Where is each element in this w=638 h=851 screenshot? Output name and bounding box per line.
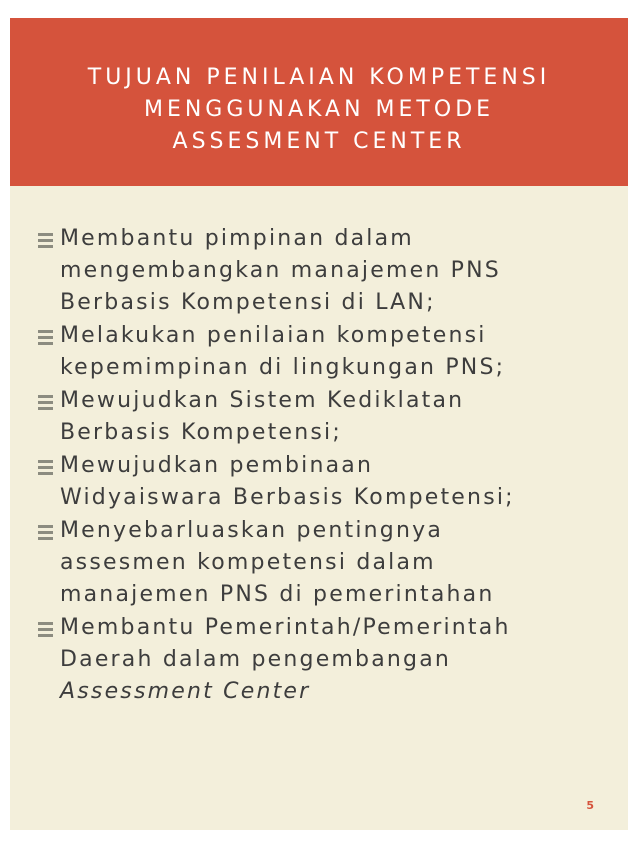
title-line: TUJUAN PENILAIAN KOMPETENSI	[87, 65, 551, 90]
bullet-text-line: Membantu Pemerintah/Pemerintah	[60, 615, 511, 640]
bullet-text-line: Melakukan penilaian kompetensi	[60, 323, 487, 348]
page-number: 5	[586, 799, 594, 812]
bullet-text-line-italic: Assessment Center	[60, 679, 311, 704]
bullet-text-line: Daerah dalam pengembangan	[60, 647, 452, 672]
bullet-text-line: kepemimpinan di lingkungan PNS;	[60, 355, 506, 380]
bullet-text-line: Mewujudkan pembinaan	[60, 453, 374, 478]
bullet-list	[10, 223, 628, 709]
bullet-text-line: mengembangkan manajemen PNS	[60, 258, 501, 283]
bullet-item	[10, 320, 628, 384]
bullet-text-line: assesmen kompetensi dalam	[60, 550, 436, 575]
bullet-text-line: Menyebarluaskan pentingnya	[60, 518, 444, 543]
lines-bullet-icon	[38, 525, 53, 540]
bullet-item	[10, 385, 628, 449]
slide-title	[50, 62, 588, 158]
lines-bullet-icon	[38, 395, 53, 410]
bullet-item	[10, 223, 628, 319]
lines-bullet-icon	[38, 460, 53, 475]
bullet-text-line: Berbasis Kompetensi;	[60, 420, 342, 445]
bullet-item	[10, 612, 628, 708]
bullet-item	[10, 515, 628, 611]
bullet-text-line: manajemen PNS di pemerintahan	[60, 582, 495, 607]
title-banner	[10, 18, 628, 186]
bullet-text-line: Widyaiswara Berbasis Kompetensi;	[60, 485, 515, 510]
slide	[10, 18, 628, 830]
bullet-item	[10, 450, 628, 514]
bullet-text-line: Membantu pimpinan dalam	[60, 226, 414, 251]
lines-bullet-icon	[38, 233, 53, 248]
lines-bullet-icon	[38, 622, 53, 637]
title-line: MENGGUNAKAN METODE	[143, 97, 495, 122]
bullet-text-line: Mewujudkan Sistem Kediklatan	[60, 388, 465, 413]
lines-bullet-icon	[38, 330, 53, 345]
title-line: ASSESMENT CENTER	[172, 129, 466, 154]
bullet-text-line: Berbasis Kompetensi di LAN;	[60, 290, 436, 315]
